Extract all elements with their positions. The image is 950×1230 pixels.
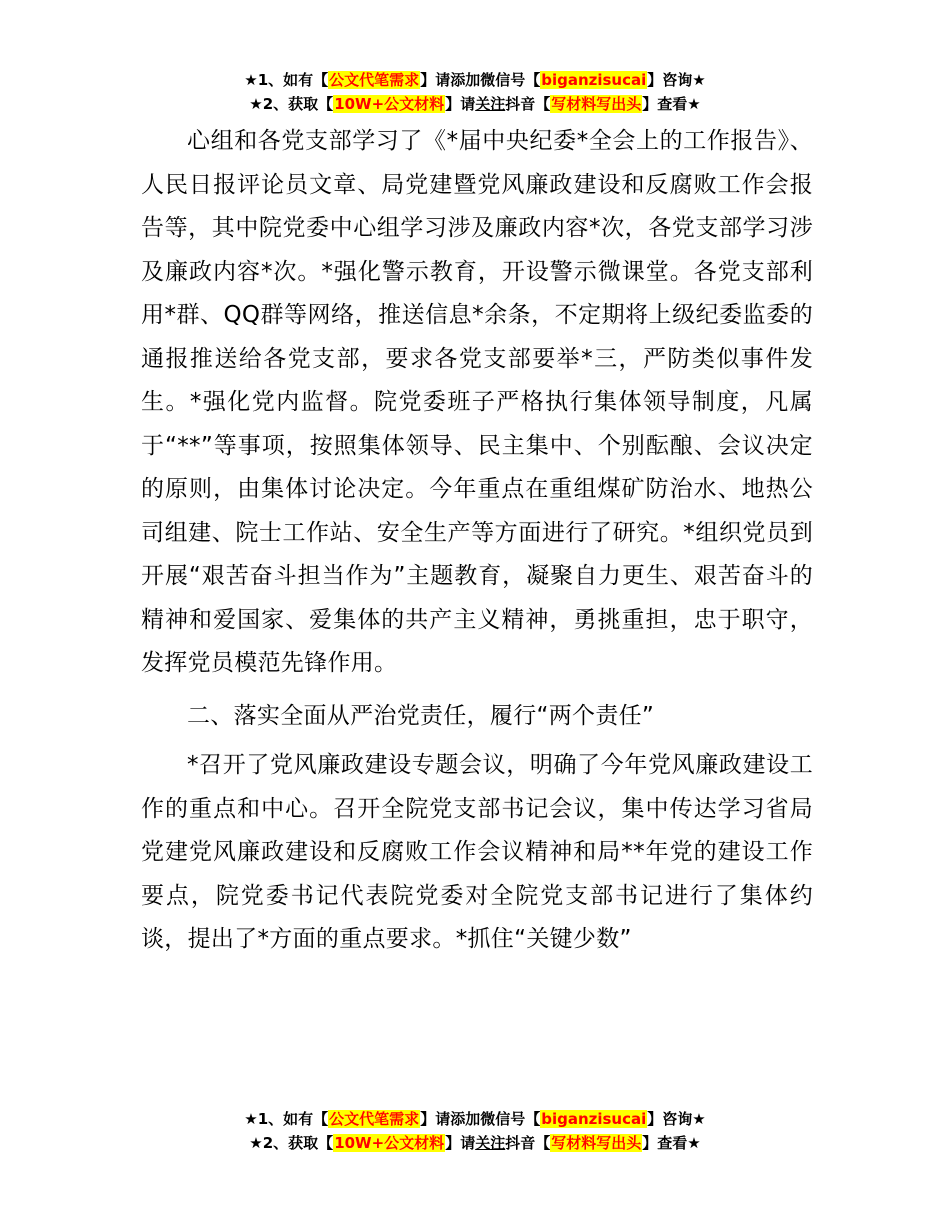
banner-line2-middle-b: 抖音【: [505, 95, 551, 113]
footer-line2-middle-a: 】请: [445, 1134, 476, 1152]
body-paragraph-2: *召开了党风廉政建设专题会议，明确了今年党风廉政建设工作的重点和中心。召开全院党支部书记会议，集中传达学习省局党建党风廉政建设和反腐败工作会议精神和局**年党的建设工作要点，院党委书记代表院党委对全院党支部书记进行了集体约谈，提出了*方面的重点要求。*抓住“关键少数”: [141, 752, 813, 952]
body-paragraph-1: 心组和各党支部学习了《*届中央纪委*全会上的工作报告》、人民日报评论员文章、局党建暨党风廉政建设和反腐败工作会报告等，其中院党委中心组学习涉及廉政内容*次，各党支部学习涉及廉政内容*次。*强化警示教育，开设警示微课堂。各党支部利用*群、QQ群等网络，推送信息*余条，不定期将上级纪委监委的通报推送给各党支部，要求各党支部要举*三，严防类似事件发生。*强化党内监督。院党委班子严格执行集体领导制度，凡属于“**”等事项，按照集体领导、民主集中、个别酝酿、会议决定的原则，由集体讨论决定。今年重点在重组煤矿防治水、地热公司组建、院士工作站、安全生产等方面进行了研究。*组织党员到开展“艰苦奋斗担当作为”主题教育，凝聚自力更生、艰苦奋斗的精神和爱国家、爱集体的共产主义精神，勇挑重担，忠于职守，发挥党员模范先锋作用。: [141, 128, 813, 676]
banner-line1-highlight-ghostwriting: 公文代笔需求: [329, 71, 420, 89]
footer-line2-follow: 关注: [475, 1134, 506, 1152]
footer-line-1: [0, 1107, 950, 1131]
footer-line1-highlight-wechat-id: biganzisucai: [541, 1110, 647, 1128]
header-banner: [0, 68, 950, 116]
footer-line1-prefix: ★1、如有【: [244, 1110, 329, 1128]
section-heading-2: 二、落实全面从严治党责任，履行“两个责任”: [187, 702, 655, 729]
footer-line-2: [0, 1131, 950, 1155]
banner-line1-highlight-wechat-id: biganzisucai: [541, 71, 647, 89]
footer-line2-middle-b: 抖音【: [505, 1134, 551, 1152]
footer-line1-suffix: 】咨询★: [647, 1110, 706, 1128]
banner-line-2: [0, 92, 950, 116]
footer-line2-prefix: ★2、获取【: [249, 1134, 334, 1152]
banner-line2-follow: 关注: [475, 95, 506, 113]
banner-line2-suffix: 】查看★: [642, 95, 701, 113]
banner-line1-suffix: 】咨询★: [647, 71, 706, 89]
document-body: [141, 120, 813, 962]
footer-line1-highlight-ghostwriting: 公文代笔需求: [329, 1110, 420, 1128]
banner-line2-prefix: ★2、获取【: [249, 95, 334, 113]
banner-line2-highlight-douyin: 写材料写出头: [551, 95, 642, 113]
banner-line2-middle-a: 】请: [445, 95, 476, 113]
banner-line2-highlight-materials: 10W+公文材料: [334, 95, 445, 113]
footer-line2-highlight-douyin: 写材料写出头: [551, 1134, 642, 1152]
footer-line1-middle: 】请添加微信号【: [420, 1110, 541, 1128]
footer-line2-highlight-materials: 10W+公文材料: [334, 1134, 445, 1152]
banner-line1-prefix: ★1、如有【: [244, 71, 329, 89]
banner-line1-middle: 】请添加微信号【: [420, 71, 541, 89]
banner-line-1: [0, 68, 950, 92]
footer-banner: [0, 1107, 950, 1155]
footer-line2-suffix: 】查看★: [642, 1134, 701, 1152]
